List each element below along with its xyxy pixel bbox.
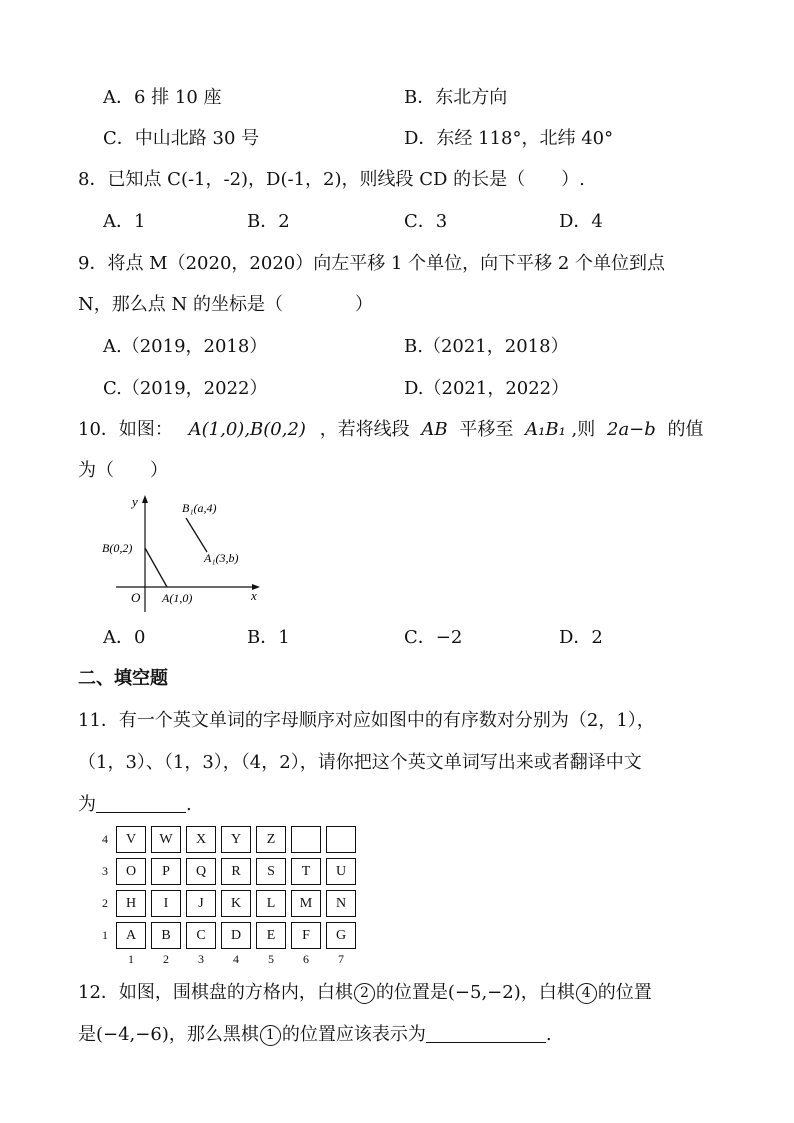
q10-option-b: B．1 (247, 627, 290, 648)
grid-cell: U (326, 858, 356, 885)
q12-coord-2: (−4,−6) (96, 1024, 169, 1045)
grid-cell: S (256, 858, 286, 885)
grid-col-label: 2 (163, 952, 169, 966)
grid-cell (326, 826, 356, 853)
segment-a1b1 (186, 518, 207, 552)
x-axis-label: x (251, 588, 257, 603)
grid-col-label: 3 (198, 952, 204, 966)
point-a-label: A(1,0) (162, 591, 193, 605)
origin-label: O (131, 590, 141, 605)
q11-stem-line3 (78, 794, 192, 816)
grid-row-label: 1 (102, 928, 108, 942)
grid-cell: P (151, 858, 181, 885)
q12-answer-blank (426, 1024, 546, 1043)
q9-option-b: B.（2021，2018） (404, 336, 569, 357)
grid-cell: Y (221, 826, 251, 853)
q11-stem-line1: 11．有一个英文单词的字母顺序对应如图中的有序数对分别为（2，1）， (78, 710, 655, 731)
q12-text-f: ，那么黑棋 (168, 1024, 259, 1045)
grid-cell: K (221, 890, 251, 917)
q10-sep: , (244, 419, 251, 440)
q8-option-b: B．2 (247, 211, 290, 232)
grid-cell: W (151, 826, 181, 853)
white-stone-4-icon: 4 (576, 983, 597, 1004)
grid-cell (291, 826, 321, 853)
grid-cell: M (291, 890, 321, 917)
point-a1-label: A₁(3,b) (204, 551, 239, 565)
y-axis-arrow-icon (142, 495, 148, 503)
q12-coord-1: (−5,−2) (447, 982, 521, 1003)
q12-stem-line1 (78, 982, 652, 1004)
white-stone-2-icon: 2 (354, 983, 375, 1004)
q10-option-a: A．0 (103, 627, 146, 648)
grid-cell: T (291, 858, 321, 885)
black-stone-1-icon: 1 (260, 1025, 281, 1046)
q12-text-b: 的位置是 (375, 982, 448, 1003)
point-b-label: B(0,2) (102, 541, 133, 555)
grid-cell: C (186, 922, 216, 949)
segment-ab (145, 548, 167, 587)
q9-option-a: A.（2019，2018） (103, 336, 268, 357)
q7-option-d: D．东经 118°，北纬 40° (404, 128, 614, 149)
q8-option-a: A．1 (103, 211, 146, 232)
q12-text-d: 的位置 (597, 982, 652, 1003)
grid-cell: J (186, 890, 216, 917)
q9-option-d: D.（2021，2022） (404, 378, 570, 399)
grid-col-label: 5 (268, 952, 274, 966)
grid-col-label: 1 (128, 952, 134, 966)
grid-col-label: 7 (338, 952, 344, 966)
grid-cell: G (326, 922, 356, 949)
q10-expr: 2a−b (607, 419, 656, 440)
grid-cell: V (116, 826, 146, 853)
grid-cell: F (291, 922, 321, 949)
y-axis-label: y (132, 494, 138, 509)
grid-cell: B (151, 922, 181, 949)
q10-point-a: A(1,0) (188, 419, 245, 440)
q8-stem: 8．已知点 C(-1，-2)，D(-1，2)，则线段 CD 的长是（ ）. (78, 169, 585, 190)
grid-cell: R (221, 858, 251, 885)
q10-mid3: ,则 (571, 419, 596, 440)
grid-cell: H (116, 890, 146, 917)
q10-mid: ，若将线段 (319, 419, 410, 440)
point-b1-label: B₁(a,4) (182, 501, 217, 515)
grid-cell: X (186, 826, 216, 853)
q10-seg1: A₁B₁ (525, 419, 566, 440)
grid-col-label: 4 (233, 952, 239, 966)
section-title: 二、填空题 (78, 668, 168, 689)
grid-row-label: 2 (102, 896, 108, 910)
grid-cell: N (326, 890, 356, 917)
q8-option-c: C．3 (404, 211, 448, 232)
q12-text-h: . (545, 1024, 552, 1045)
grid-cell: E (256, 922, 286, 949)
q10-coordinate-figure (96, 490, 276, 620)
q11-stem-line2: （1，3）、（1，3），（4，2），请你把这个英文单词写出来或者翻译中文 (78, 752, 642, 773)
q10-option-d: D．2 (559, 627, 603, 648)
q10-stem-line2: 为（ ） (78, 460, 168, 481)
grid-cell: O (116, 858, 146, 885)
grid-cell: I (151, 890, 181, 917)
q11-letter-grid (96, 826, 366, 971)
grid-cell: A (116, 922, 146, 949)
grid-cell: Z (256, 826, 286, 853)
q10-seg: AB (421, 419, 448, 440)
q10-mid2: 平移至 (459, 419, 514, 440)
q12-text-e: 是 (78, 1024, 96, 1045)
q12-text-c: ，白棋 (520, 982, 575, 1003)
q11-answer-blank (96, 794, 186, 813)
grid-row-label: 3 (102, 864, 108, 878)
q10-option-c: C．−2 (404, 627, 463, 648)
q10-stem-line1 (78, 419, 704, 441)
q11-line3-suffix: . (186, 794, 192, 815)
q12-stem-line2 (78, 1024, 552, 1046)
q8-option-d: D．4 (559, 211, 603, 232)
q12-text-g: 的位置应该表示为 (281, 1024, 426, 1045)
q12-text-a: 12．如图，围棋盘的方格内，白棋 (78, 982, 353, 1003)
grid-col-label: 6 (303, 952, 309, 966)
q9-stem-line2: N，那么点 N 的坐标是（ ） (78, 294, 373, 315)
q9-stem-line1: 9．将点 M（2020，2020）向左平移 1 个单位，向下平移 2 个单位到点 (78, 253, 666, 274)
q7-option-c: C．中山北路 30 号 (103, 128, 260, 149)
q11-line3-prefix: 为 (78, 794, 96, 815)
q9-option-c: C.（2019，2022） (103, 378, 268, 399)
q10-point-b: B(0,2) (250, 419, 306, 440)
grid-row-label: 4 (102, 832, 108, 846)
grid-cell: L (256, 890, 286, 917)
q10-suffix: 的值 (667, 419, 704, 440)
q7-option-b: B．东北方向 (404, 87, 508, 108)
q7-option-a: A．6 排 10 座 (103, 87, 222, 108)
q10-prefix: 10．如图： (78, 419, 173, 440)
grid-cell: D (221, 922, 251, 949)
grid-cell: Q (186, 858, 216, 885)
